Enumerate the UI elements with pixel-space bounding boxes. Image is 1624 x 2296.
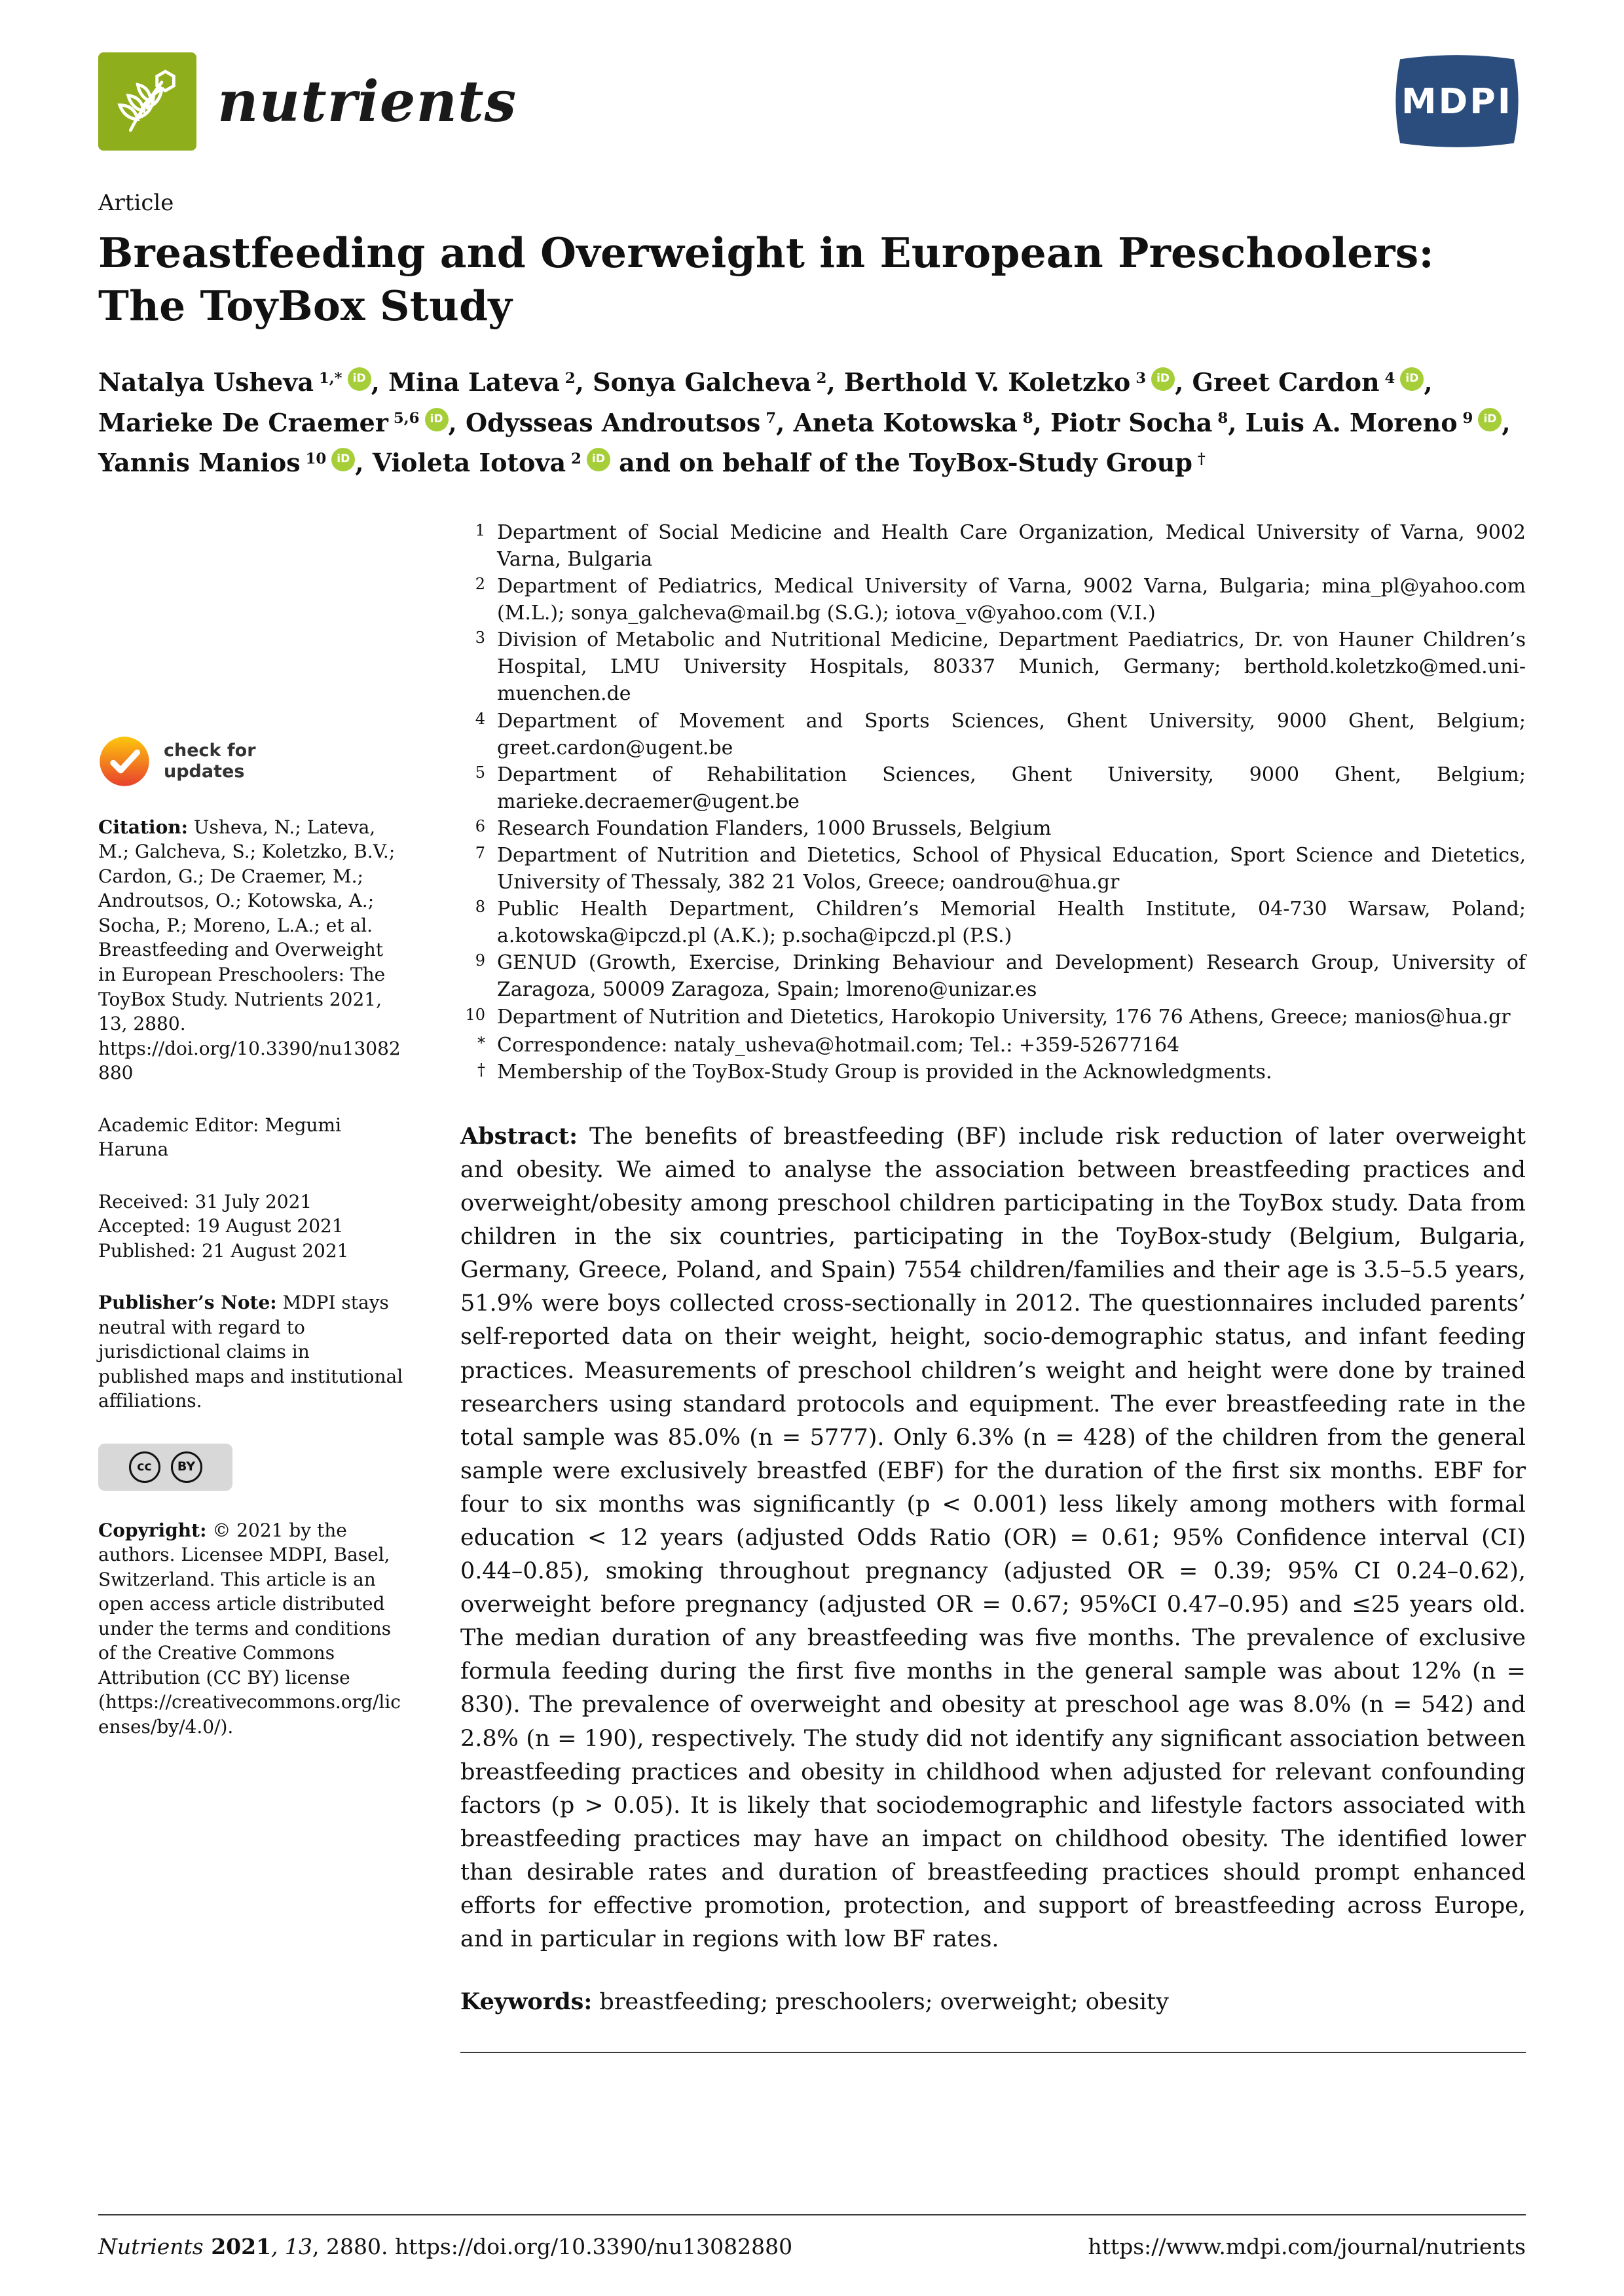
author-affiliation-sup: 8 — [1017, 410, 1033, 428]
main-column — [460, 519, 1526, 2053]
orcid-icon[interactable]: iD — [1400, 367, 1424, 391]
author-name: Luis A. Moreno — [1245, 407, 1458, 437]
affiliation-item-marker: 6 — [475, 816, 485, 835]
affiliation-item — [460, 842, 1526, 896]
received-date: Received: 31 July 2021 — [98, 1190, 312, 1212]
check-for-updates-label: check for updates — [164, 740, 256, 782]
author-note-text: Correspondence: nataly_usheva@hotmail.com; Tel.: +359-52677164 — [497, 1033, 1180, 1057]
citation-text: Usheva, N.; Lateva, M.; Galcheva, S.; Koletzko, B.V.; Cardon, G.; De Craemer, M.; Androutsos, O.; Kotowska, A.; Socha, P.; Moreno, L.A.; et al. Breastfeeding and Overweight in European Preschoolers: The ToyBox Study. Nutrients 2021, 13, 2880. https://doi.org/10.3390/nu13082880 — [98, 816, 401, 1084]
body-columns — [98, 519, 1526, 2053]
author-affiliation-sup: 7 — [760, 410, 777, 428]
affiliation-item-marker: 3 — [475, 629, 485, 647]
abstract — [460, 1120, 1526, 1956]
publishers-note-text: MDPI stays neutral with regard to jurisdictional claims in published maps and institutional affiliations. — [98, 1292, 403, 1412]
affiliation-item — [460, 708, 1526, 761]
author-affiliation-sup: 9 — [1457, 410, 1473, 428]
affiliation-item-marker: 4 — [475, 709, 485, 728]
author-note — [460, 1059, 1526, 1085]
author-name: Piotr Socha — [1050, 407, 1213, 437]
affiliation-item-marker: 8 — [475, 898, 485, 917]
affiliation-item-text: Department of Pediatrics, Medical University of Varna, 9002 Varna, Bulgaria; mina_pl@yahoo.com (M.L.); sonya_galcheva@mail.bg (S.G.); iotova_v@yahoo.com (V.I.) — [497, 575, 1526, 625]
affiliation-item-marker: 5 — [475, 763, 485, 782]
abstract-label: Abstract: — [460, 1122, 578, 1150]
affiliation-item — [460, 815, 1526, 842]
mdpi-logo-text: MDPI — [1401, 81, 1513, 122]
author-affiliation-sup: 4 — [1379, 369, 1395, 387]
journal-brand — [98, 52, 517, 151]
affiliation-list — [460, 519, 1526, 1030]
author-name: Aneta Kotowska — [793, 407, 1018, 437]
affiliation-item-marker: 2 — [475, 575, 485, 594]
orcid-icon[interactable]: iD — [348, 367, 371, 391]
author-name: Berthold V. Koletzko — [843, 367, 1131, 397]
note-list — [460, 1032, 1526, 1085]
cc-by-license-badge[interactable] — [98, 1444, 232, 1491]
crossmark-icon — [98, 735, 151, 788]
orcid-icon[interactable]: iD — [1151, 367, 1175, 391]
orcid-icon[interactable]: iD — [587, 448, 610, 471]
affiliation-item-text: GENUD (Growth, Exercise, Drinking Behaviour and Development) Research Group, University of Zaragoza, 50009 Zaragoza, Spain; lmoreno@unizar.es — [497, 951, 1526, 1002]
copyright-text: © 2021 by the authors. Licensee MDPI, Basel, Switzerland. This article is an open access article distributed under the terms and conditions of the Creative Commons Attribution (CC BY) license (https://creativecommons.org/licenses/by/4.0/). — [98, 1519, 401, 1738]
author-note-text: Membership of the ToyBox-Study Group is provided in the Acknowledgments. — [497, 1060, 1272, 1084]
affiliation-item — [460, 761, 1526, 815]
author-name: Sonya Galcheva — [593, 367, 811, 397]
mdpi-logo — [1388, 52, 1526, 151]
author-name: Mina Lateva — [388, 367, 560, 397]
affiliation-item — [460, 627, 1526, 707]
copyright-block — [98, 1518, 405, 1740]
author-name: Natalya Usheva — [98, 367, 314, 397]
affiliation-item-text: Department of Nutrition and Dietetics, School of Physical Education, Sport Science and Dietetics, University of Thessaly, 382 21 Volos, Greece; oandrou@hua.gr — [497, 844, 1526, 894]
orcid-icon[interactable]: iD — [331, 448, 355, 471]
author-note-marker: † — [477, 1060, 485, 1079]
by-icon: BY — [171, 1451, 202, 1483]
affiliation-item-marker: 1 — [475, 520, 485, 539]
keywords-text: breastfeeding; preschoolers; overweight; obesity — [599, 1989, 1169, 2016]
affiliation-item — [460, 519, 1526, 573]
published-date: Published: 21 August 2021 — [98, 1239, 349, 1262]
affiliation-item-marker: 7 — [475, 844, 485, 863]
publishers-note — [98, 1290, 405, 1413]
orcid-icon[interactable]: iD — [1478, 408, 1502, 431]
author-affiliation-sup: 3 — [1130, 369, 1147, 387]
section-divider — [460, 2052, 1526, 2053]
abstract-text: The benefits of breastfeeding (BF) include risk reduction of later overweight and obesity. We aimed to analyse the association between breastfeeding practices and overweight/obesity among preschool children participating in the ToyBox study. Data from children in the six countries, participating in the ToyBox-study (Belgium, Bulgaria, Germany, Greece, Poland, and Spain) 7554 children/families and their age is 3.5–5.5 years, 51.9% were boys collected cross-sectionally in 2012. The questionnaires included parents’ self-reported data on their weight, height, socio-demographic status, and infant feeding practices. Measurements of preschool children’s weight and height were done by trained researchers using standard protocols and equipment. The ever breastfeeding rate in the total sample was 85.0% (n = 5777). Only 6.3% (n = 428) of the children from the general sample were exclusively breastfed (EBF) for the duration of the first six months. EBF for four to six months was significantly (p < 0.001) less likely among mothers with formal education < 12 years (adjusted Odds Ratio (OR) = 0.61; 95% Confidence interval (CI) 0.44–0.85), smoking throughout pregnancy (adjusted OR = 0.39; 95% CI 0.24–0.62), overweight before pregnancy (adjusted OR = 0.67; 95%CI 0.47–0.95) and ≤25 years old. The median duration of any breastfeeding was five months. The prevalence of exclusive formula feeding during the first five months in the general sample was about 12% (n = 830). The prevalence of overweight and obesity at preschool age was 8.0% (n = 542) and 2.8% (n = 190), respectively. The study did not identify any significant association between breastfeeding practices and obesity in childhood when adjusted for relevant confounding factors (p > 0.05). It is likely that sociodemographic and lifestyle factors associated with breastfeeding practices may have an impact on childhood obesity. The identified lower than desirable rates and duration of breastfeeding practices should prompt enhanced efforts for effective promotion, protection, and support of breastfeeding across Europe, and in particular in regions with low BF rates. — [460, 1123, 1526, 1953]
publishers-note-label: Publisher’s Note: — [98, 1292, 277, 1314]
copyright-label: Copyright: — [98, 1519, 207, 1541]
author-affiliation-sup: 8 — [1212, 410, 1228, 428]
affiliation-item-text: Division of Metabolic and Nutritional Medicine, Department Paediatrics, Dr. von Hauner Children’s Hospital, LMU University Hospitals, 80337 Munich, Germany; berthold.koletzko@med.uni-muenchen.de — [497, 629, 1526, 706]
article-type-label: Article — [98, 190, 174, 216]
footer-citation-link[interactable]: Nutrients 2021, 13, 2880. https://doi.org/10.3390/nu13082880 — [98, 2234, 793, 2259]
affiliation-item-marker: 9 — [475, 951, 485, 970]
citation-block — [98, 815, 405, 1085]
journal-name: nutrients — [217, 68, 517, 135]
accepted-date: Accepted: 19 August 2021 — [98, 1215, 344, 1237]
author-affiliation-sup: 1,* — [313, 369, 342, 387]
author-list: Natalya Usheva $^{1,*}$ iD , Mina Lateva $^2$, Sonya Galcheva $^2$, Berthold V. Koletzko $^3$ iD , Greet Cardon $^4$ iD , Marieke De Craemer $^{5,6}$ iD , Odysseas Androutsos $^7$, Aneta Kotowska $^8$, Piotr Socha $^8$, Luis A. Moreno $^9$ iD , Yannis Manios $^{10}$ iD , Violeta Iotova $^2$ iD and on behalf of the ToyBox-Study Group † — [98, 367, 1511, 478]
nutrients-logo-icon — [98, 52, 196, 151]
cc-icon: cc — [129, 1451, 160, 1483]
affiliation-item-text: Department of Rehabilitation Sciences, Ghent University, 9000 Ghent, Belgium; marieke.decraemer@ugent.be — [497, 763, 1526, 813]
author-name: Greet Cardon — [1192, 367, 1380, 397]
affiliation-item-text: Research Foundation Flanders, 1000 Brussels, Belgium — [497, 816, 1052, 840]
keywords-label: Keywords: — [460, 1988, 593, 2016]
masthead — [98, 52, 1526, 151]
author-name: Marieke De Craemer — [98, 407, 388, 437]
author-name: Yannis Manios — [98, 448, 301, 478]
article-title-line1: Breastfeeding and Overweight in European Preschoolers: — [98, 228, 1434, 277]
group-membership-sup: † — [1192, 450, 1206, 467]
article-title-line2: The ToyBox Study — [98, 281, 513, 330]
author-affiliation-sup: 5,6 — [388, 410, 420, 428]
author-note-marker: * — [477, 1033, 485, 1052]
keywords — [460, 1985, 1526, 2019]
footer-journal-url[interactable]: https://www.mdpi.com/journal/nutrients — [1088, 2234, 1526, 2259]
page-footer — [98, 2214, 1526, 2259]
affiliation-item-marker: 10 — [465, 1005, 485, 1024]
author-affiliation-sup: 2 — [559, 369, 576, 387]
affiliation-item-text: Department of Nutrition and Dietetics, Harokopio University, 176 76 Athens, Greece; manios@hua.gr — [497, 1005, 1511, 1029]
article-title — [98, 227, 1526, 332]
author-note — [460, 1032, 1526, 1059]
history-dates — [98, 1190, 405, 1264]
affiliation-item — [460, 1004, 1526, 1030]
affiliation-item — [460, 573, 1526, 627]
author-affiliation-sup: 2 — [566, 450, 581, 467]
affiliation-item-text: Department of Social Medicine and Health Care Organization, Medical University of Varna, 9002 Varna, Bulgaria — [497, 520, 1526, 571]
citation-label: Citation: — [98, 816, 188, 838]
author-name: Odysseas Androutsos — [465, 407, 761, 437]
orcid-icon[interactable]: iD — [425, 408, 449, 431]
affiliation-item-text: Department of Movement and Sports Sciences, Ghent University, 9000 Ghent, Belgium; greet.cardon@ugent.be — [497, 709, 1526, 759]
check-for-updates-badge[interactable] — [98, 735, 405, 788]
sidebar — [98, 519, 405, 2053]
affiliation-item — [460, 896, 1526, 949]
academic-editor: Academic Editor: Megumi Haruna — [98, 1114, 342, 1161]
author-affiliation-sup: 2 — [811, 369, 827, 387]
author-affiliation-sup: 10 — [300, 450, 327, 467]
affiliation-item-text: Public Health Department, Children’s Memorial Health Institute, 04-730 Warsaw, Poland; a.kotowska@ipczd.pl (A.K.); p.socha@ipczd.pl (P.S.) — [497, 898, 1526, 948]
affiliation-item — [460, 949, 1526, 1003]
author-name: Violeta Iotova — [372, 448, 566, 478]
